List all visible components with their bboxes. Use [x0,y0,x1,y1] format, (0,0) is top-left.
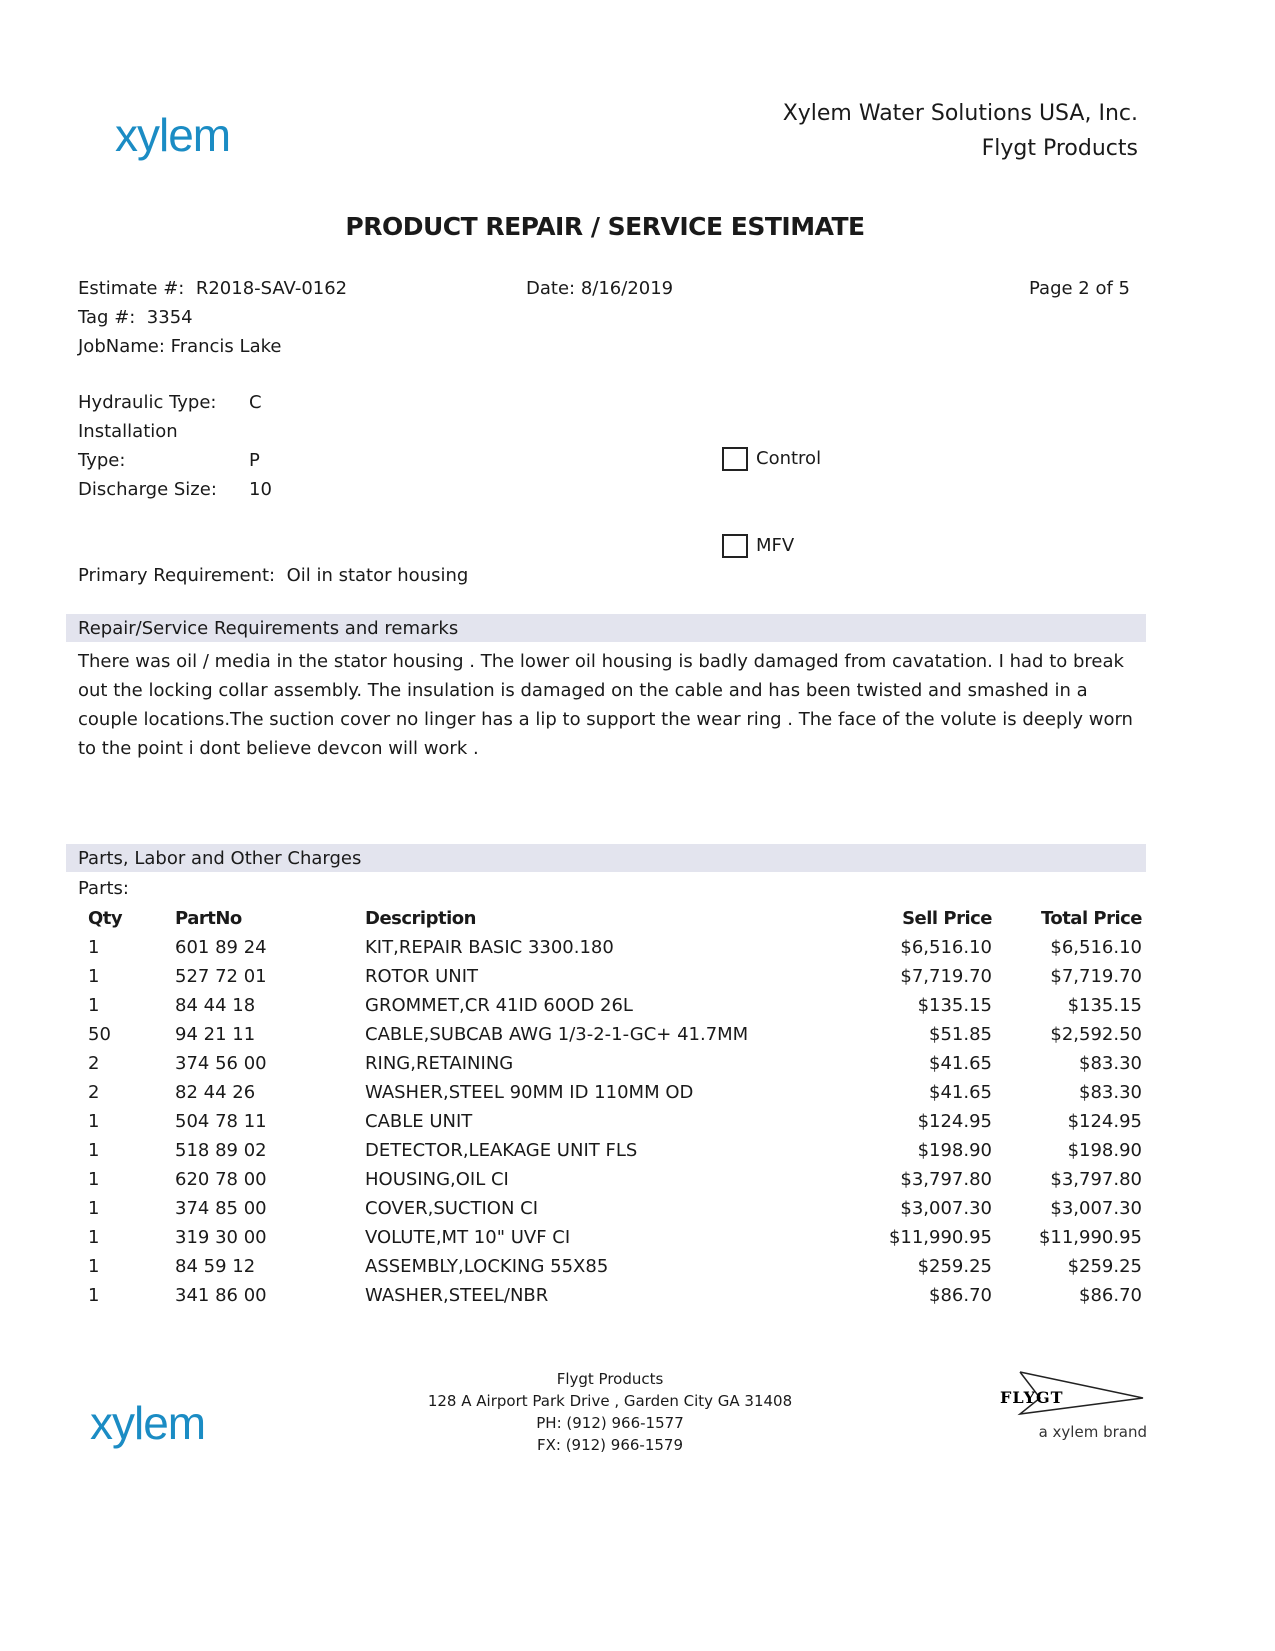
cell-qty: 1 [88,966,100,987]
page-number: Page 2 of 5 [1029,278,1130,299]
cell-total-price: $2,592.50 [1050,1024,1142,1045]
date-label: Date: [526,278,576,299]
cell-sell-price: $86.70 [929,1285,992,1306]
cell-qty: 1 [88,1111,100,1132]
primary-requirement [78,565,468,586]
estimate-info [78,274,347,361]
cell-qty: 1 [88,1227,100,1248]
discharge-value: 10 [249,479,272,500]
cell-description: HOUSING,OIL CI [365,1169,509,1190]
cell-total-price: $11,990.95 [1038,1227,1142,1248]
date-field [526,274,673,303]
cell-description: CABLE,SUBCAB AWG 1/3-2-1-GC+ 41.7MM [365,1024,749,1045]
table-row [78,1020,1142,1049]
cell-total-price: $135.15 [1067,995,1142,1016]
table-row [78,1281,1142,1310]
cell-description: RING,RETAINING [365,1053,514,1074]
cell-qty: 1 [88,995,100,1016]
col-qty: Qty [88,908,123,929]
cell-description: GROMMET,CR 41ID 60OD 26L [365,995,633,1016]
page-title: PRODUCT REPAIR / SERVICE ESTIMATE [345,212,865,241]
cell-description: VOLUTE,MT 10" UVF CI [365,1227,571,1248]
cell-partno: 94 21 11 [175,1024,256,1045]
footer-street: 128 A Airport Park Drive , Garden City GA 31408 [427,1392,793,1410]
estimate-number: R2018-SAV-0162 [195,278,348,299]
parts-table [78,904,1142,1310]
cell-partno: 84 59 12 [175,1256,256,1277]
cell-sell-price: $6,516.10 [900,937,992,958]
table-row [78,1049,1142,1078]
mfv-checkbox[interactable] [722,534,794,558]
col-sell-price: Sell Price [902,908,992,929]
remarks-heading: Repair/Service Requirements and remarks [78,618,459,639]
footer-fax: FX: (912) 966-1579 [536,1436,684,1454]
cell-total-price: $83.30 [1079,1082,1142,1103]
job-label: JobName: [78,336,165,357]
cell-sell-price: $124.95 [917,1111,992,1132]
cell-qty: 1 [88,1198,100,1219]
table-row [78,962,1142,991]
control-label: Control [756,448,822,469]
date-value: 8/16/2019 [580,278,674,299]
primary-value: Oil in stator housing [286,565,469,586]
type-value: P [249,450,260,471]
cell-sell-price: $41.65 [929,1053,992,1074]
charges-section-bar [66,844,1146,872]
table-row [78,1136,1142,1165]
cell-total-price: $86.70 [1079,1285,1142,1306]
cell-description: ROTOR UNIT [365,966,479,987]
mfv-label: MFV [756,535,795,556]
checkbox-box[interactable] [722,534,748,558]
flygt-logo [995,1368,1155,1441]
cell-partno: 504 78 11 [175,1111,267,1132]
footer-phone: PH: (912) 966-1577 [536,1414,684,1432]
cell-total-price: $83.30 [1079,1053,1142,1074]
company-block [783,96,1138,166]
remarks-text: There was oil / media in the stator housing . The lower oil housing is badly damaged from cavatation. I had to break out the locking collar assembly. The insulation is damaged on the cable and has been twisted and smashed in a couple locations.The suction cover no linger has a lip to support the wear ring . The face of the volute is deeply worn to the point i dont believe devcon will work . [78,651,1133,759]
cell-partno: 601 89 24 [175,937,267,958]
col-total-price: Total Price [1040,908,1142,929]
hydraulic-info [78,388,272,504]
division-name: Flygt Products [981,136,1138,161]
company-name: Xylem Water Solutions USA, Inc. [782,101,1138,126]
table-row [78,1165,1142,1194]
installation-label: Installation [78,421,178,442]
hydraulic-value: C [249,392,262,413]
job-name: Francis Lake [170,336,282,357]
parts-label: Parts: [78,878,129,899]
cell-sell-price: $41.65 [929,1082,992,1103]
table-row [78,933,1142,962]
cell-qty: 1 [88,1140,100,1161]
flygt-tagline: a xylem brand [1038,1423,1147,1441]
cell-total-price: $124.95 [1067,1111,1142,1132]
cell-total-price: $6,516.10 [1050,937,1142,958]
xylem-logo: xylem [115,109,231,161]
cell-description: KIT,REPAIR BASIC 3300.180 [365,937,614,958]
cell-qty: 1 [88,937,100,958]
cell-total-price: $3,797.80 [1050,1169,1142,1190]
cell-sell-price: $3,797.80 [900,1169,992,1190]
cell-sell-price: $198.90 [917,1140,992,1161]
cell-sell-price: $7,719.70 [900,966,992,987]
control-checkbox[interactable] [722,447,821,471]
hydraulic-label: Hydraulic Type: [78,392,217,413]
cell-total-price: $198.90 [1067,1140,1142,1161]
cell-description: WASHER,STEEL/NBR [365,1285,549,1306]
col-partno: PartNo [175,908,242,929]
cell-description: ASSEMBLY,LOCKING 55X85 [365,1256,609,1277]
flygt-arrow-icon [995,1368,1145,1418]
footer-name: Flygt Products [556,1370,664,1388]
cell-qty: 1 [88,1169,100,1190]
cell-qty: 1 [88,1256,100,1277]
footer-address [400,1368,820,1456]
table-row [78,1078,1142,1107]
table-row [78,991,1142,1020]
cell-sell-price: $3,007.30 [900,1198,992,1219]
cell-qty: 50 [88,1024,111,1045]
table-row [78,1252,1142,1281]
tag-number: 3354 [146,307,193,328]
estimate-label: Estimate #: [78,278,185,299]
cell-total-price: $3,007.30 [1050,1198,1142,1219]
table-header-row [78,904,1142,933]
cell-qty: 1 [88,1285,100,1306]
cell-sell-price: $259.25 [917,1256,992,1277]
col-description: Description [365,908,476,929]
cell-total-price: $7,719.70 [1050,966,1142,987]
cell-description: WASHER,STEEL 90MM ID 110MM OD [365,1082,694,1103]
cell-description: DETECTOR,LEAKAGE UNIT FLS [365,1140,638,1161]
cell-partno: 374 85 00 [175,1198,267,1219]
cell-description: CABLE UNIT [365,1111,473,1132]
cell-partno: 527 72 01 [175,966,267,987]
cell-total-price: $259.25 [1067,1256,1142,1277]
cell-sell-price: $11,990.95 [888,1227,992,1248]
cell-partno: 374 56 00 [175,1053,267,1074]
cell-partno: 620 78 00 [175,1169,267,1190]
primary-label: Primary Requirement: [78,565,276,586]
table-row [78,1194,1142,1223]
charges-heading: Parts, Labor and Other Charges [78,848,362,869]
cell-partno: 319 30 00 [175,1227,267,1248]
table-row [78,1107,1142,1136]
tag-label: Tag #: [78,307,136,328]
checkbox-box[interactable] [722,447,748,471]
cell-sell-price: $51.85 [929,1024,992,1045]
table-row [78,1223,1142,1252]
cell-sell-price: $135.15 [917,995,992,1016]
remarks-section-bar [66,614,1146,642]
cell-qty: 2 [88,1053,100,1074]
cell-partno: 341 86 00 [175,1285,267,1306]
cell-description: COVER,SUCTION CI [365,1198,539,1219]
cell-qty: 2 [88,1082,100,1103]
flygt-wordmark: FLYGT [1000,1388,1064,1407]
type-label: Type: [78,450,126,471]
cell-partno: 82 44 26 [175,1082,256,1103]
footer-xylem-logo: xylem [90,1397,206,1449]
cell-partno: 84 44 18 [175,995,256,1016]
discharge-label: Discharge Size: [78,479,217,500]
cell-partno: 518 89 02 [175,1140,267,1161]
